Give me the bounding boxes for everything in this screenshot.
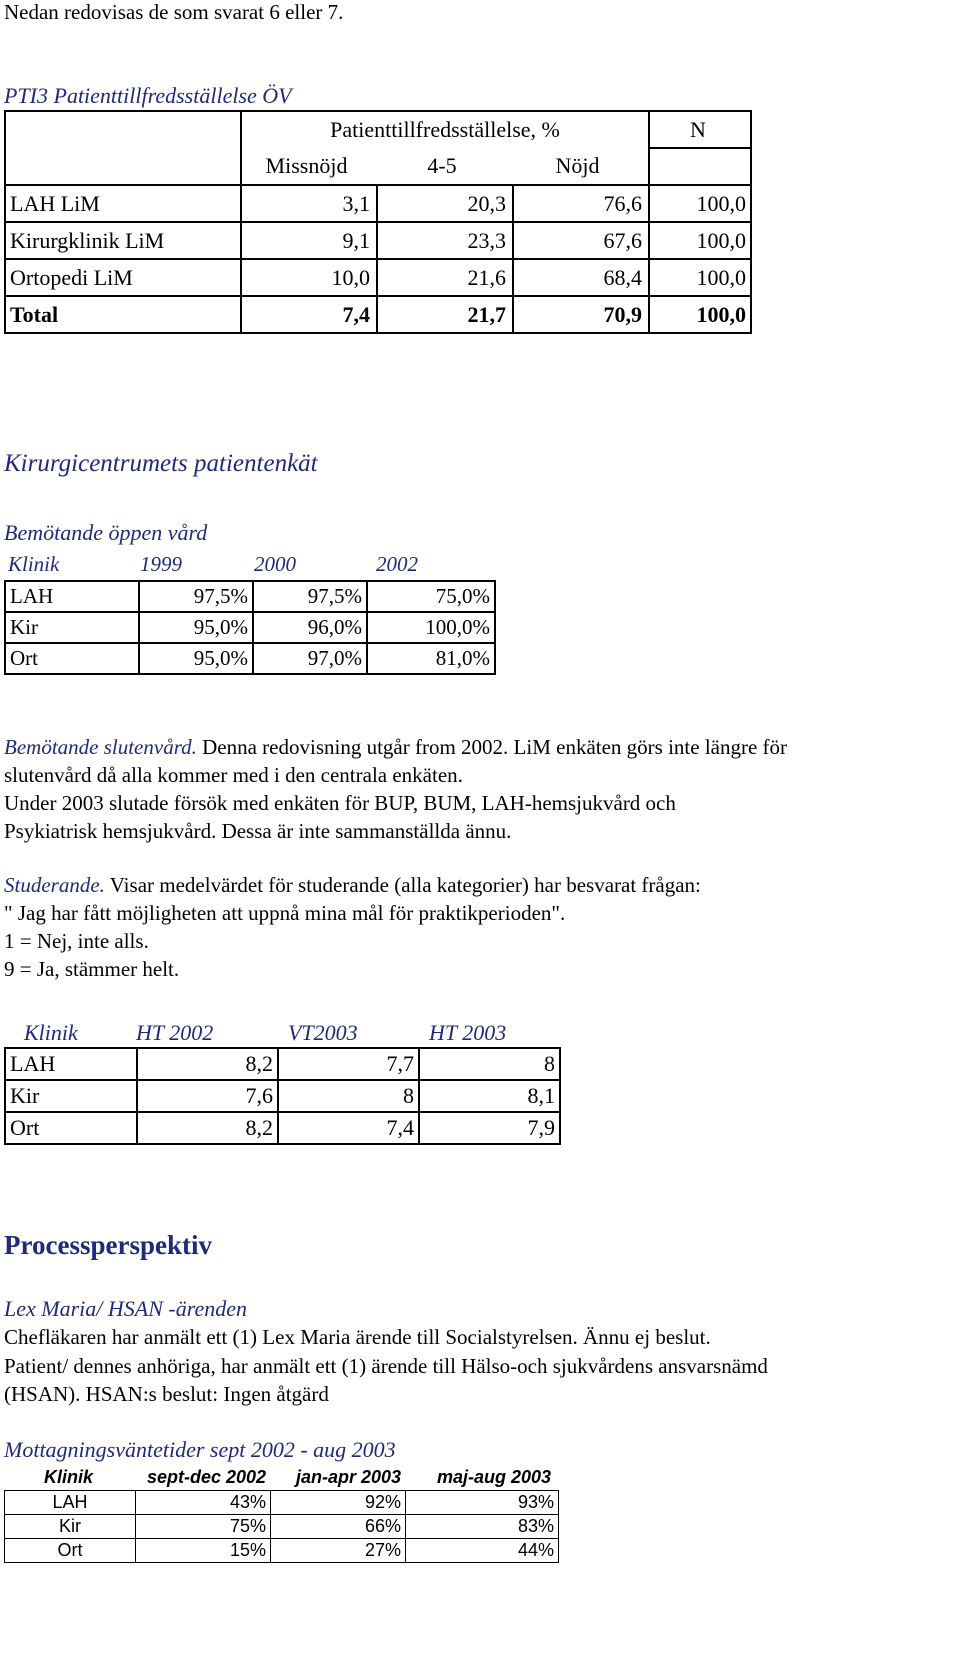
- lex-line-2: Patient/ dennes anhöriga, har anmält ett (1) ärende till Hälso-och sjukvårdens ansvarsnämd: [4, 1354, 768, 1378]
- students-line-1: [4, 873, 701, 898]
- row-label: Ort: [5, 1539, 136, 1563]
- table-row: [5, 1491, 559, 1515]
- cell-value: 15%: [136, 1539, 271, 1563]
- row-label: Kir: [5, 1080, 137, 1112]
- row-label: Kir: [5, 1515, 136, 1539]
- table-row: [5, 643, 495, 674]
- students-line-3: 1 = Nej, inte alls.: [4, 929, 149, 953]
- cell-value: 75,0%: [367, 581, 495, 612]
- row-label: Ort: [5, 1112, 137, 1144]
- cell-value: 8: [419, 1048, 560, 1080]
- pti-sub-header: Missnöjd: [241, 148, 377, 185]
- cell-value: 92%: [271, 1491, 406, 1515]
- inpatient-lead: Bemötande slutenvård.: [4, 735, 197, 759]
- cell-value: 8,2: [137, 1112, 278, 1144]
- inpatient-line-4: Psykiatrisk hemsjukvård. Dessa är inte sammanställda ännu.: [4, 819, 512, 843]
- pti-sub-header: Nöjd: [513, 148, 649, 185]
- cell-value: 100,0: [649, 259, 751, 296]
- table-row: [5, 581, 495, 612]
- survey-header: 2000: [254, 552, 296, 576]
- students-header: HT 2002: [136, 1020, 214, 1045]
- cell-value: 21,6: [377, 259, 513, 296]
- cell-value: 95,0%: [139, 643, 253, 674]
- students-line-2: " Jag har fått möjligheten att uppnå mina mål för praktikperioden".: [4, 901, 566, 925]
- row-label: LAH LiM: [5, 185, 241, 222]
- row-label: LAH: [5, 1048, 137, 1080]
- table-row-total: [5, 296, 751, 333]
- cell-value: 10,0: [241, 259, 377, 296]
- cell-value: 68,4: [513, 259, 649, 296]
- table-row: [5, 1080, 560, 1112]
- wait-header: maj-aug 2003: [437, 1467, 552, 1487]
- wait-title: Mottagningsväntetider sept 2002 - aug 2003: [4, 1437, 396, 1462]
- cell-value: 76,6: [513, 185, 649, 222]
- wait-header: Klinik: [44, 1467, 94, 1487]
- inpatient-line-3: Under 2003 slutade försök med enkäten för BUP, BUM, LAH-hemsjukvård och: [4, 791, 676, 815]
- cell-value: 97,5%: [253, 581, 367, 612]
- row-label: Kirurgklinik LiM: [5, 222, 241, 259]
- wait-header: jan-apr 2003: [296, 1467, 402, 1487]
- table-row: [5, 1515, 559, 1539]
- lex-line-1: Chefläkaren har anmält ett (1) Lex Maria ärende till Socialstyrelsen. Ännu ej beslut.: [4, 1325, 711, 1349]
- table-row: [5, 185, 751, 222]
- cell-value: 97,5%: [139, 581, 253, 612]
- lex-line-3: (HSAN). HSAN:s beslut: Ingen åtgärd: [4, 1382, 329, 1406]
- cell-value: 43%: [136, 1491, 271, 1515]
- survey-header: 2002: [376, 552, 418, 576]
- students-header: Klinik: [24, 1020, 78, 1045]
- inpatient-text: Denna redovisning utgår from 2002. LiM enkäten görs inte längre för: [196, 735, 788, 759]
- row-label: LAH: [5, 1491, 136, 1515]
- cell-value: 3,1: [241, 185, 377, 222]
- students-header: HT 2003: [429, 1020, 507, 1045]
- table-row: [5, 259, 751, 296]
- cell-value: 83%: [406, 1515, 559, 1539]
- cell-value: 7,9: [419, 1112, 560, 1144]
- pti-header-row-1: [5, 111, 751, 148]
- survey-header-row: [4, 552, 474, 580]
- cell-value: 97,0%: [253, 643, 367, 674]
- cell-value: 100,0: [649, 185, 751, 222]
- inpatient-line-2: slutenvård då alla kommer med i den centrala enkäten.: [4, 763, 463, 787]
- cell-value: 8,1: [419, 1080, 560, 1112]
- process-heading: Processperspektiv: [4, 1230, 212, 1260]
- students-header: VT2003: [288, 1020, 358, 1045]
- survey-table: [4, 580, 496, 675]
- cell-value: 8,2: [137, 1048, 278, 1080]
- table-row: [5, 1539, 559, 1563]
- cell-value: 20,3: [377, 185, 513, 222]
- table-row: [5, 1112, 560, 1144]
- survey-header: Klinik: [8, 552, 60, 576]
- row-label: LAH: [5, 581, 139, 612]
- cell-value: 93%: [406, 1491, 559, 1515]
- survey-header: 1999: [140, 552, 182, 576]
- cell-value: 7,7: [278, 1048, 419, 1080]
- inpatient-line-1: [4, 735, 787, 760]
- cell-value: 7,4: [278, 1112, 419, 1144]
- cell-value: 81,0%: [367, 643, 495, 674]
- table-row: [5, 222, 751, 259]
- students-header-row: [4, 1020, 564, 1048]
- row-label: Total: [5, 296, 241, 333]
- wait-header-row: [4, 1467, 584, 1489]
- cell-value: 96,0%: [253, 612, 367, 643]
- cell-value: 44%: [406, 1539, 559, 1563]
- cell-value: 21,7: [377, 296, 513, 333]
- students-lead: Studerande.: [4, 873, 105, 897]
- lex-title: Lex Maria/ HSAN -ärenden: [4, 1296, 247, 1321]
- survey-subtitle: Bemötande öppen vård: [4, 520, 208, 545]
- students-table: [4, 1047, 561, 1145]
- cell-value: 67,6: [513, 222, 649, 259]
- cell-value: 23,3: [377, 222, 513, 259]
- row-label: Kir: [5, 612, 139, 643]
- cell-value: 9,1: [241, 222, 377, 259]
- cell-value: 8: [278, 1080, 419, 1112]
- cell-value: 7,6: [137, 1080, 278, 1112]
- cell-value: 66%: [271, 1515, 406, 1539]
- cell-value: 7,4: [241, 296, 377, 333]
- pti-title: PTI3 Patienttillfredsställelse ÖV: [4, 83, 292, 108]
- students-text: Visar medelvärdet för studerande (alla kategorier) har besvarat frågan:: [104, 873, 701, 897]
- pti-sub-header: 4-5: [377, 148, 513, 185]
- cell-value: 95,0%: [139, 612, 253, 643]
- wait-table: [4, 1490, 559, 1563]
- students-line-4: 9 = Ja, stämmer helt.: [4, 957, 180, 981]
- pti-n-sub-cell: [649, 148, 751, 185]
- cell-value: 100,0: [649, 296, 751, 333]
- pti-n-header: N: [649, 111, 751, 148]
- table-row: [5, 612, 495, 643]
- intro-text: Nedan redovisas de som svarat 6 eller 7.: [4, 0, 344, 24]
- cell-value: 27%: [271, 1539, 406, 1563]
- cell-value: 100,0%: [367, 612, 495, 643]
- cell-value: 70,9: [513, 296, 649, 333]
- pti-table: [4, 110, 752, 334]
- pti-corner-cell: [5, 111, 241, 185]
- cell-value: 75%: [136, 1515, 271, 1539]
- table-row: [5, 1048, 560, 1080]
- survey-title: Kirurgicentrumets patientenkät: [4, 450, 318, 477]
- pti-group-header: Patienttillfredsställelse, %: [241, 111, 649, 148]
- row-label: Ortopedi LiM: [5, 259, 241, 296]
- wait-header: sept-dec 2002: [147, 1467, 267, 1487]
- row-label: Ort: [5, 643, 139, 674]
- cell-value: 100,0: [649, 222, 751, 259]
